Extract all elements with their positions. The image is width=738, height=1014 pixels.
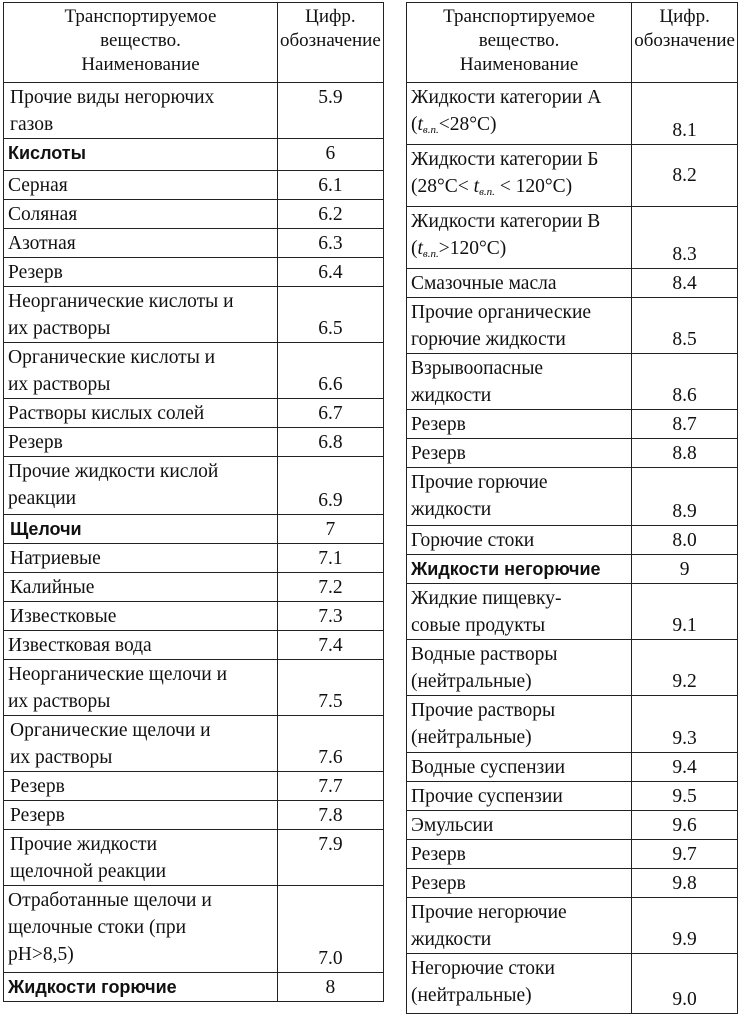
header-name-line: Транспортируемое bbox=[64, 6, 217, 27]
table-row bbox=[4, 886, 384, 973]
substance-name: Прочие суспензии bbox=[407, 782, 632, 811]
substance-name: Органические кислоты и их растворы bbox=[4, 343, 278, 399]
substance-code: 6.1 bbox=[278, 171, 384, 200]
substance-code: 6.2 bbox=[278, 200, 384, 229]
left-table bbox=[3, 2, 384, 1002]
substance-name: Натриевые bbox=[4, 544, 278, 573]
substance-code: 8 bbox=[278, 973, 384, 1002]
substance-name: Резерв bbox=[407, 410, 632, 439]
substance-name: Прочие жидкости щелочной реакции bbox=[4, 830, 278, 886]
table-row bbox=[4, 428, 384, 457]
table-row bbox=[407, 584, 738, 640]
substance-name: Резерв bbox=[4, 772, 278, 801]
substance-code: 7.5 bbox=[278, 660, 384, 716]
substance-code: 8.5 bbox=[632, 298, 738, 354]
substance-name: Смазочные масла bbox=[407, 269, 632, 298]
header-name-line: вещество. bbox=[100, 30, 181, 51]
header-name-line: Наименование bbox=[81, 54, 200, 75]
right-table bbox=[406, 2, 738, 1014]
table-row bbox=[4, 801, 384, 830]
table-row bbox=[4, 830, 384, 886]
group-heading: Кислоты bbox=[4, 139, 278, 171]
substance-code: 6 bbox=[278, 139, 384, 171]
substance-name: Водные суспензии bbox=[407, 753, 632, 782]
substance-name: Резерв bbox=[4, 428, 278, 457]
table-row bbox=[407, 207, 738, 269]
header-code-line: обозначение bbox=[280, 30, 381, 51]
substance-name: Жидкости категории Б $(28^\circ С< t_{в.п.} < 120^\circ С)$ bbox=[407, 145, 632, 207]
substance-name: Эмульсии bbox=[407, 811, 632, 840]
substance-name: Неорганические щелочи и их растворы bbox=[4, 660, 278, 716]
substance-name: Растворы кислых солей bbox=[4, 399, 278, 428]
substance-name: Резерв bbox=[4, 258, 278, 287]
substance-code: 9.8 bbox=[632, 869, 738, 898]
substance-name: Серная bbox=[4, 171, 278, 200]
table-row bbox=[4, 716, 384, 772]
substance-code: 9.5 bbox=[632, 782, 738, 811]
table-row bbox=[4, 660, 384, 716]
substance-name: Горючие стоки bbox=[407, 526, 632, 555]
substance-code: 9.7 bbox=[632, 840, 738, 869]
substance-code: 9.6 bbox=[632, 811, 738, 840]
table-row bbox=[4, 573, 384, 602]
table-row bbox=[4, 515, 384, 544]
table-row bbox=[4, 83, 384, 139]
substance-name: Водные растворы (нейтральные) bbox=[407, 640, 632, 696]
substance-code: 9.1 bbox=[632, 584, 738, 640]
substance-code: 6.6 bbox=[278, 343, 384, 399]
substance-code: 8.4 bbox=[632, 269, 738, 298]
header-code-line: Цифр. bbox=[659, 6, 710, 27]
substance-code: 7.7 bbox=[278, 772, 384, 801]
table-row bbox=[4, 229, 384, 258]
table-row bbox=[407, 954, 738, 1014]
table-row bbox=[4, 287, 384, 343]
group-heading: Щелочи bbox=[4, 515, 278, 544]
substance-code: 7 bbox=[278, 515, 384, 544]
substance-code: 7.0 bbox=[278, 886, 384, 973]
table-row bbox=[4, 631, 384, 660]
substance-code: 9.3 bbox=[632, 696, 738, 753]
substance-code: 7.9 bbox=[278, 830, 384, 886]
substance-name: Прочие горючие жидкости bbox=[407, 468, 632, 526]
table-row bbox=[407, 811, 738, 840]
substance-name: Прочие растворы (нейтральные) bbox=[407, 696, 632, 753]
header-name-line: Наименование bbox=[459, 54, 579, 75]
substance-code: 6.8 bbox=[278, 428, 384, 457]
table-row bbox=[4, 343, 384, 399]
table-row bbox=[407, 526, 738, 555]
substance-name: Известковые bbox=[4, 602, 278, 631]
table-row bbox=[407, 782, 738, 811]
substance-name: Прочие негорючие жидкости bbox=[407, 898, 632, 954]
table-row bbox=[407, 840, 738, 869]
substance-name: Взрывоопасные жидкости bbox=[407, 354, 632, 410]
table-row bbox=[407, 468, 738, 526]
header-row bbox=[407, 3, 738, 83]
substance-name: Органические щелочи и их растворы bbox=[4, 716, 278, 772]
substance-name: Соляная bbox=[4, 200, 278, 229]
table-row bbox=[4, 258, 384, 287]
substance-code: 6.9 bbox=[278, 457, 384, 515]
table-row bbox=[4, 200, 384, 229]
substance-name: Прочие жидкости кислой реакции bbox=[4, 457, 278, 515]
substance-code: 7.2 bbox=[278, 573, 384, 602]
substance-code: 8.2 bbox=[632, 145, 738, 207]
table-row bbox=[4, 171, 384, 200]
header-name-cell bbox=[407, 3, 632, 83]
header-row bbox=[4, 3, 384, 83]
substance-code: 8.8 bbox=[632, 439, 738, 468]
substance-name: Жидкие пищевку- совые продукты bbox=[407, 584, 632, 640]
table-row bbox=[4, 602, 384, 631]
substance-name: Азотная bbox=[4, 229, 278, 258]
substance-name: Резерв bbox=[407, 869, 632, 898]
substance-name: Прочие виды негорючих газов bbox=[4, 83, 278, 139]
substance-code: 9.0 bbox=[632, 954, 738, 1014]
table-row bbox=[407, 269, 738, 298]
table-row bbox=[4, 139, 384, 171]
substance-name: Резерв bbox=[407, 840, 632, 869]
table-row bbox=[407, 439, 738, 468]
table-row bbox=[4, 544, 384, 573]
substance-code: 7.4 bbox=[278, 631, 384, 660]
header-name-line: Транспортируемое bbox=[443, 6, 596, 27]
table-row bbox=[407, 696, 738, 753]
table-row bbox=[407, 869, 738, 898]
table-row bbox=[4, 399, 384, 428]
substance-code: 8.6 bbox=[632, 354, 738, 410]
substance-name: Отработанные щелочи и щелочные стоки (при pH>8,5) bbox=[4, 886, 278, 973]
substance-name: Прочие органические горючие жидкости bbox=[407, 298, 632, 354]
substance-code: 9 bbox=[632, 555, 738, 584]
substance-name: Известковая вода bbox=[4, 631, 278, 660]
header-code-line: обозначение bbox=[634, 30, 735, 51]
substance-code: 5.9 bbox=[278, 83, 384, 139]
table-row bbox=[4, 457, 384, 515]
substance-code: 8.3 bbox=[632, 207, 738, 269]
group-heading: Жидкости негорючие bbox=[407, 555, 632, 584]
table-row bbox=[407, 753, 738, 782]
table-row bbox=[4, 973, 384, 1002]
substance-code: 8.9 bbox=[632, 468, 738, 526]
substance-code: 7.3 bbox=[278, 602, 384, 631]
substance-name: Резерв bbox=[407, 439, 632, 468]
substance-name: Резерв bbox=[4, 801, 278, 830]
substance-name: Неорганические кислоты и их растворы bbox=[4, 287, 278, 343]
substance-code: 7.6 bbox=[278, 716, 384, 772]
substance-code: 9.9 bbox=[632, 898, 738, 954]
substance-name: Негорючие стоки (нейтральные) bbox=[407, 954, 632, 1014]
substance-name: Жидкости категории А $(t_{в.п.}<28^\circ С)$ bbox=[407, 83, 632, 145]
substance-code: 8.7 bbox=[632, 410, 738, 439]
substance-code: 7.8 bbox=[278, 801, 384, 830]
substance-code: 9.2 bbox=[632, 640, 738, 696]
header-name-cell bbox=[4, 3, 278, 83]
header-code-cell bbox=[632, 3, 738, 83]
header-code-cell bbox=[278, 3, 384, 83]
substance-code: 8.1 bbox=[632, 83, 738, 145]
header-name-line: вещество. bbox=[478, 30, 560, 51]
substance-code: 8.0 bbox=[632, 526, 738, 555]
substance-name: Жидкости категории В $(t_{в.п.}>120^\circ С)$ bbox=[407, 207, 632, 269]
substance-code: 6.7 bbox=[278, 399, 384, 428]
substance-code: 6.3 bbox=[278, 229, 384, 258]
substance-code: 7.1 bbox=[278, 544, 384, 573]
table-row bbox=[407, 83, 738, 145]
table-row bbox=[4, 772, 384, 801]
header-code-line: Цифр. bbox=[305, 6, 356, 27]
table-row bbox=[407, 410, 738, 439]
table-row bbox=[407, 298, 738, 354]
substance-code: 9.4 bbox=[632, 753, 738, 782]
table-row bbox=[407, 640, 738, 696]
substance-code: 6.5 bbox=[278, 287, 384, 343]
table-row bbox=[407, 145, 738, 207]
group-heading: Жидкости горючие bbox=[4, 973, 278, 1002]
substance-code: 6.4 bbox=[278, 258, 384, 287]
table-row bbox=[407, 555, 738, 584]
substance-name: Калийные bbox=[4, 573, 278, 602]
table-row bbox=[407, 354, 738, 410]
table-row bbox=[407, 898, 738, 954]
